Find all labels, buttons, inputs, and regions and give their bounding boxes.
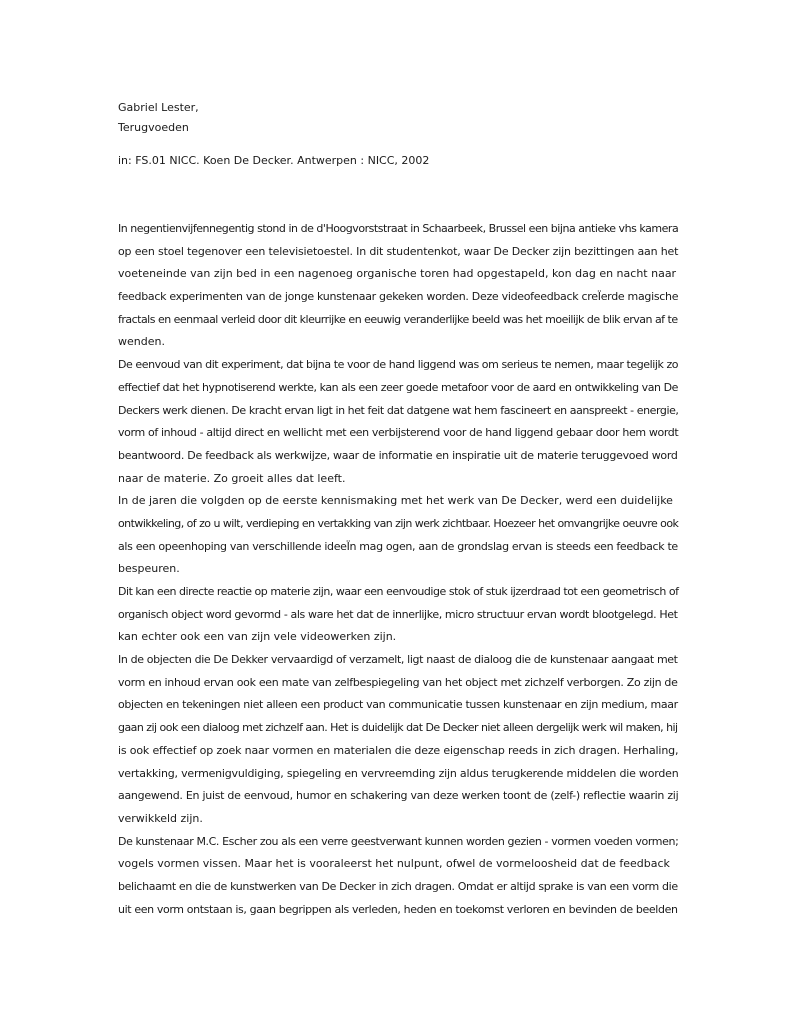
body-line: organisch object word gevormd - als ware het dat de innerlijke, micro structuur ervan wordt blootgelegd. Het (118, 607, 678, 621)
body-line: verwikkeld zijn. (118, 811, 203, 825)
body-line: belichaamt en die de kunstwerken van De Decker in zich dragen. Omdat er altijd sprake is van een vorm die (118, 879, 678, 893)
body-line: op een stoel tegenover een televisietoestel. In dit studentenkot, waar De Decker zijn bezittingen aan het (118, 244, 679, 258)
citation: in: FS.01 NICC. Koen De Decker. Antwerpen : NICC, 2002 (118, 154, 430, 167)
body-line: vorm en inhoud ervan ook een mate van zelfbespiegeling van het object met zichzelf verborgen. Zo zijn de (118, 675, 678, 689)
body-line: vertakking, vermenigvuldiging, spiegeling en vervreemding zijn aldus terugkerende middelen die worden (118, 766, 679, 780)
body-line: De kunstenaar M.C. Escher zou als een verre geestverwant kunnen worden gezien - vormen voeden vormen; (118, 834, 679, 848)
body-line: is ook effectief op zoek naar vormen en materialen die deze eigenschap reeds in zich dragen. Herhaling, (118, 743, 679, 757)
body-line: kan echter ook een van zijn vele videowerken zijn. (118, 630, 397, 644)
body-line: objecten en tekeningen niet alleen een product van communicatie tussen kunstenaar en zijn medium, maar (118, 698, 678, 712)
document-header (118, 98, 199, 138)
body-line: De eenvoud van dit experiment, dat bijna te voor de hand liggend was om serieus te nemen, maar tegelijk zo (118, 358, 679, 372)
body-line: voeteneinde van zijn bed in een nagenoeg organische toren had opgestapeld, kon dag en nacht naar (118, 267, 677, 281)
body-line: vorm of inhoud - altijd direct en wellicht met een verbijsterend voor de hand liggend gebaar door hem wordt (118, 426, 679, 440)
body-line: als een opeenhoping van verschillende ideeΪn mag ogen, aan de grondslag ervan is steeds een feedback te (118, 539, 678, 553)
body-line: In de jaren die volgden op de eerste kennismaking met het werk van De Decker, werd een duidelijke (118, 494, 673, 508)
body-line: feedback experimenten van de jonge kunstenaar gekeken worden. Deze videofeedback creΪerde magische (118, 290, 679, 304)
body-line: uit een vorm ontstaan is, gaan begrippen als verleden, heden en toekomst verloren en bevinden de beelden (118, 902, 678, 916)
body-line: wenden. (118, 335, 165, 349)
body-line: Dit kan een directe reactie op materie zijn, waar een eenvoudige stok of stuk ijzerdraad tot een geometrisch of (118, 585, 679, 598)
body-line: In de objecten die De Dekker vervaardigd of verzamelt, ligt naast de dialoog die de kunstenaar aangaat met (118, 653, 678, 667)
author-name: Gabriel Lester, (118, 101, 199, 114)
body-line: gaan zij ook een dialoog met zichzelf aan. Het is duidelijk dat De Decker niet alleen dergelijk werk wil maken, hij (118, 721, 678, 735)
body-line: Deckers werk dienen. De kracht ervan ligt in het feit dat datgene wat hem fascineert en aanspreekt - energie, (118, 403, 679, 417)
body-line: In negentienvijfennegentig stond in de d'Hoogvorststraat in Schaarbeek, Brussel een bijna antieke vhs kamera (118, 222, 679, 235)
body-line: effectief dat het hypnotiserend werkte, kan als een zeer goede metafoor voor de aard en ontwikkeling van De (118, 380, 678, 394)
body-text (118, 218, 678, 921)
body-line: beantwoord. De feedback als werkwijze, waar de informatie en inspiratie uit de materie teruggevoed word (118, 448, 678, 462)
body-line: bespeuren. (118, 562, 180, 576)
document-title: Terugvoeden (118, 121, 189, 134)
body-line: ontwikkeling, of zo u wilt, verdieping en vertakking van zijn werk zichtbaar. Hoezeer het omvangrijke oeuvre ook (118, 516, 679, 530)
body-line: naar de materie. Zo groeit alles dat leeft. (118, 471, 346, 485)
body-line: fractals en eenmaal verleid door dit kleurrijke en eeuwig veranderlijke beeld was het moeilijk de blik ervan af te (118, 312, 678, 326)
body-line: aangewend. En juist de eenvoud, humor en schakering van deze werken toont de (zelf-) reflectie waarin zij (118, 789, 679, 803)
body-line: vogels vormen vissen. Maar het is vooraleerst het nulpunt, ofwel de vormeloosheid dat de feedback (118, 857, 670, 871)
